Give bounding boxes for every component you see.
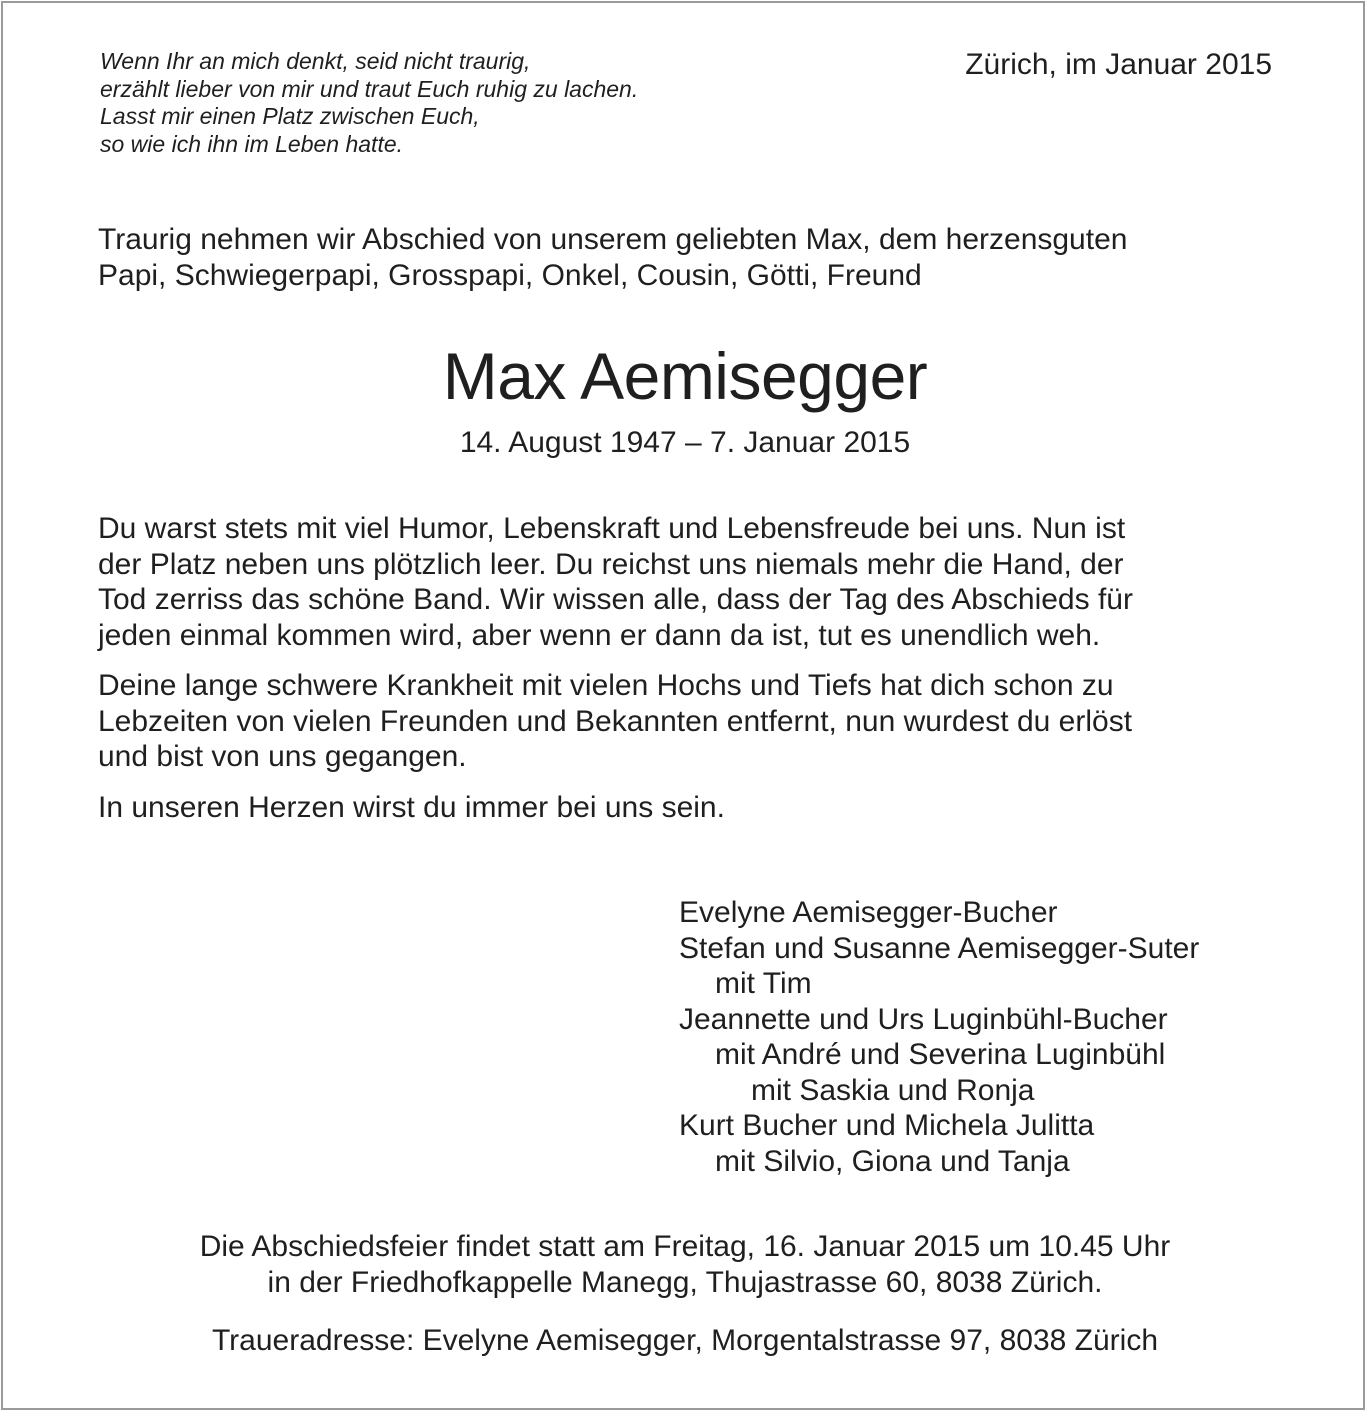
poem-line: so wie ich ihn im Leben hatte. <box>100 130 404 157</box>
poem-line: Wenn Ihr an mich denkt, seid nicht traurig, <box>100 48 531 74</box>
poem-line: erzählt lieber von mir und traut Euch ruhig zu lachen. <box>100 75 639 102</box>
intro-line: Traurig nehmen wir Abschied von unserem geliebten Max, dem herzensguten <box>98 223 1128 256</box>
ceremony-info <box>0 1229 1370 1300</box>
poem-line: Lasst mir einen Platz zwischen Euch, <box>100 103 480 129</box>
poem <box>100 48 638 158</box>
paragraph <box>98 511 1133 653</box>
intro-line: Papi, Schwiegerpapi, Grosspapi, Onkel, Cousin, Götti, Freund <box>98 258 922 292</box>
family-member: mit Silvio, Giona und Tanja <box>715 1144 1070 1178</box>
deceased-name: Max Aemisegger <box>442 339 928 413</box>
memorial-text <box>98 511 1133 840</box>
family-member: Evelyne Aemisegger-Bucher <box>679 896 1058 929</box>
life-dates: 14. August 1947 – 7. Januar 2015 <box>459 426 911 459</box>
family-member: mit André und Severina Luginbühl <box>715 1038 1166 1071</box>
text-line: und bist von uns gegangen. <box>98 740 467 773</box>
text-line: In unseren Herzen wirst du immer bei uns sein. <box>98 790 725 824</box>
family-signatures <box>679 895 1199 1179</box>
ceremony-line: in der Friedhofkappelle Manegg, Thujastrasse 60, 8038 Zürich. <box>267 1265 1103 1299</box>
text-line: Lebzeiten von vielen Freunden und Bekannten entfernt, nun wurdest du erlöst <box>98 704 1133 738</box>
family-member: Stefan und Susanne Aemisegger-Suter <box>679 931 1200 965</box>
text-line: der Platz neben uns plötzlich leer. Du reichst uns niemals mehr die Hand, der <box>98 547 1124 581</box>
ceremony-line: Die Abschiedsfeier findet statt am Freitag, 16. Januar 2015 um 10.45 Uhr <box>199 1230 1171 1263</box>
text-line: Deine lange schwere Krankheit mit vielen Hochs und Tiefs hat dich schon zu <box>98 669 1114 702</box>
paragraph <box>98 668 1133 775</box>
family-member: mit Saskia und Ronja <box>751 1073 1035 1107</box>
text-line: Tod zerriss das schöne Band. Wir wissen alle, dass der Tag des Abschieds für <box>98 583 1133 616</box>
place-date: Zürich, im Januar 2015 <box>965 48 1272 81</box>
family-member: Jeannette und Urs Luginbühl-Bucher <box>679 1002 1168 1036</box>
family-member: mit Tim <box>715 967 812 1000</box>
mourning-address: Traueradresse: Evelyne Aemisegger, Morgentalstrasse 97, 8038 Zürich <box>211 1324 1159 1357</box>
intro-text <box>98 222 1127 293</box>
text-line: Du warst stets mit viel Humor, Lebenskraft und Lebensfreude bei uns. Nun ist <box>98 512 1126 545</box>
paragraph <box>98 790 1133 826</box>
family-member: Kurt Bucher und Michela Julitta <box>679 1109 1095 1142</box>
text-line: jeden einmal kommen wird, aber wenn er dann da ist, tut es unendlich weh. <box>98 618 1101 652</box>
